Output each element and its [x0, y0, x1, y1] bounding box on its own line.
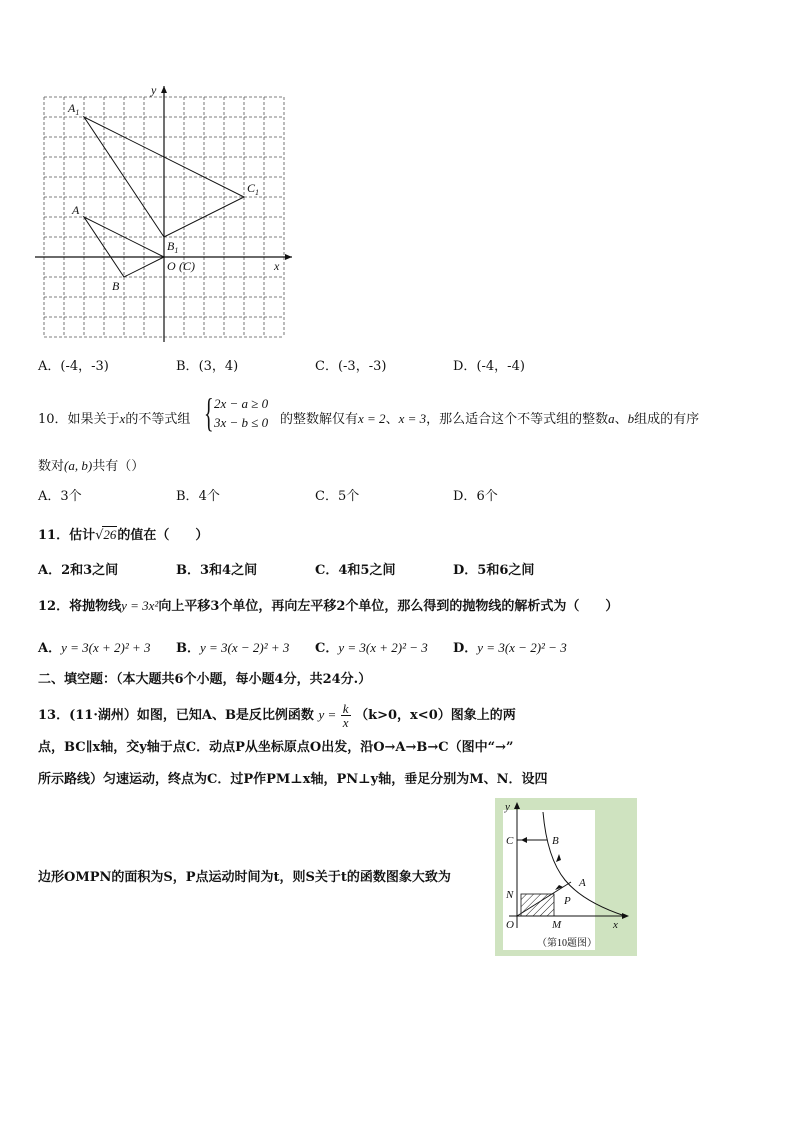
svg-text:A1: $A_1$ — [68, 101, 80, 117]
q10-stem-part1: 10．如果关于x的不等式组 — [38, 411, 191, 427]
svg-text:(C): (C) — [179, 259, 195, 273]
q10-option-c: C．5个 — [315, 489, 360, 504]
svg-text:C: C — [506, 835, 514, 847]
q9-coordinate-graph — [30, 80, 300, 345]
q12-stem: 12．将抛物线y = 3x²向上平移3个单位，再向左平移2个单位，那么得到的抛物线的解析式为（ ） — [38, 598, 619, 614]
q11-option-b: B．3和4之间 — [176, 563, 258, 578]
q9-option-b: B．(3，4) — [176, 359, 239, 374]
figure-caption: （第10题图） — [537, 938, 597, 949]
q10-option-a: A．3个 — [38, 489, 82, 504]
svg-text:A: A — [72, 203, 80, 217]
q12-option-b: B．y = 3(x − 2)² + 3 — [176, 640, 290, 656]
svg-text:B1: $B_1$ — [167, 239, 179, 255]
svg-text:O: O — [167, 259, 176, 273]
q12-option-c: C．y = 3(x + 2)² − 3 — [315, 640, 428, 656]
q9-option-c: C．(-3，-3) — [315, 359, 387, 374]
q9-option-d: D．(-4，-4) — [453, 359, 525, 374]
svg-text:B: B — [112, 279, 120, 293]
q10-stem-part2: 的整数解仅有x = 2、x = 3，那么适合这个不等式组的整数a、b组成的有序 — [280, 411, 700, 427]
q13-line3: 所示路线）匀速运动，终点为C．过P作PM⊥x轴，PN⊥y轴，垂足分别为M、N．设四 — [38, 772, 548, 787]
svg-text:A: A — [579, 877, 586, 889]
svg-text:N: N — [506, 889, 514, 901]
q13-line1: 13．(11·湖州）如图，已知A、B是反比例函数 y = $\frac{k}{x}$ （k>0，x<0）图象上的两 — [38, 701, 516, 730]
q11-stem: 11．估计√26的值在（ ） — [38, 527, 209, 543]
q9-option-a: A．(-4，-3) — [38, 359, 109, 374]
q10-option-d: D．6个 — [453, 489, 498, 504]
svg-text:y: y — [151, 83, 157, 97]
svg-text:x: x — [613, 919, 618, 931]
svg-text:P: P — [564, 895, 571, 907]
q10-stem-line2: 数对(a, b)共有（） — [38, 458, 145, 474]
svg-text:O: O — [506, 919, 514, 931]
svg-text:C1: $C_1$ — [247, 181, 260, 197]
q13-line2: 点，BC∥x轴，交y轴于点C．动点P从坐标原点O出发，沿O→A→B→C（图中“→” — [38, 740, 514, 755]
shaded-rectangle — [521, 894, 554, 916]
svg-text:y: y — [505, 801, 510, 813]
q12-option-d: D．y = 3(x − 2)² − 3 — [453, 640, 567, 656]
q11-option-c: C．4和5之间 — [315, 563, 396, 578]
q13-figure — [495, 798, 637, 956]
svg-text:B: B — [552, 835, 559, 847]
fraction-k-over-x: $\frac{k}{x}$ — [342, 701, 349, 730]
q12-option-a: A．y = 3(x + 2)² + 3 — [38, 640, 151, 656]
section-heading: 二、填空题：（本大题共6个小题，每小题4分，共24分.） — [38, 672, 372, 687]
q11-option-d: D．5和6之间 — [453, 563, 535, 578]
svg-text:M: M — [552, 919, 562, 931]
q13-line4: 边形OMPN的面积为S，P点运动时间为t，则S关于t的函数图象大致为 — [38, 870, 451, 885]
svg-text:x: x — [274, 259, 280, 273]
q10-option-b: B．4个 — [176, 489, 220, 504]
q11-option-a: A．2和3之间 — [38, 563, 119, 578]
